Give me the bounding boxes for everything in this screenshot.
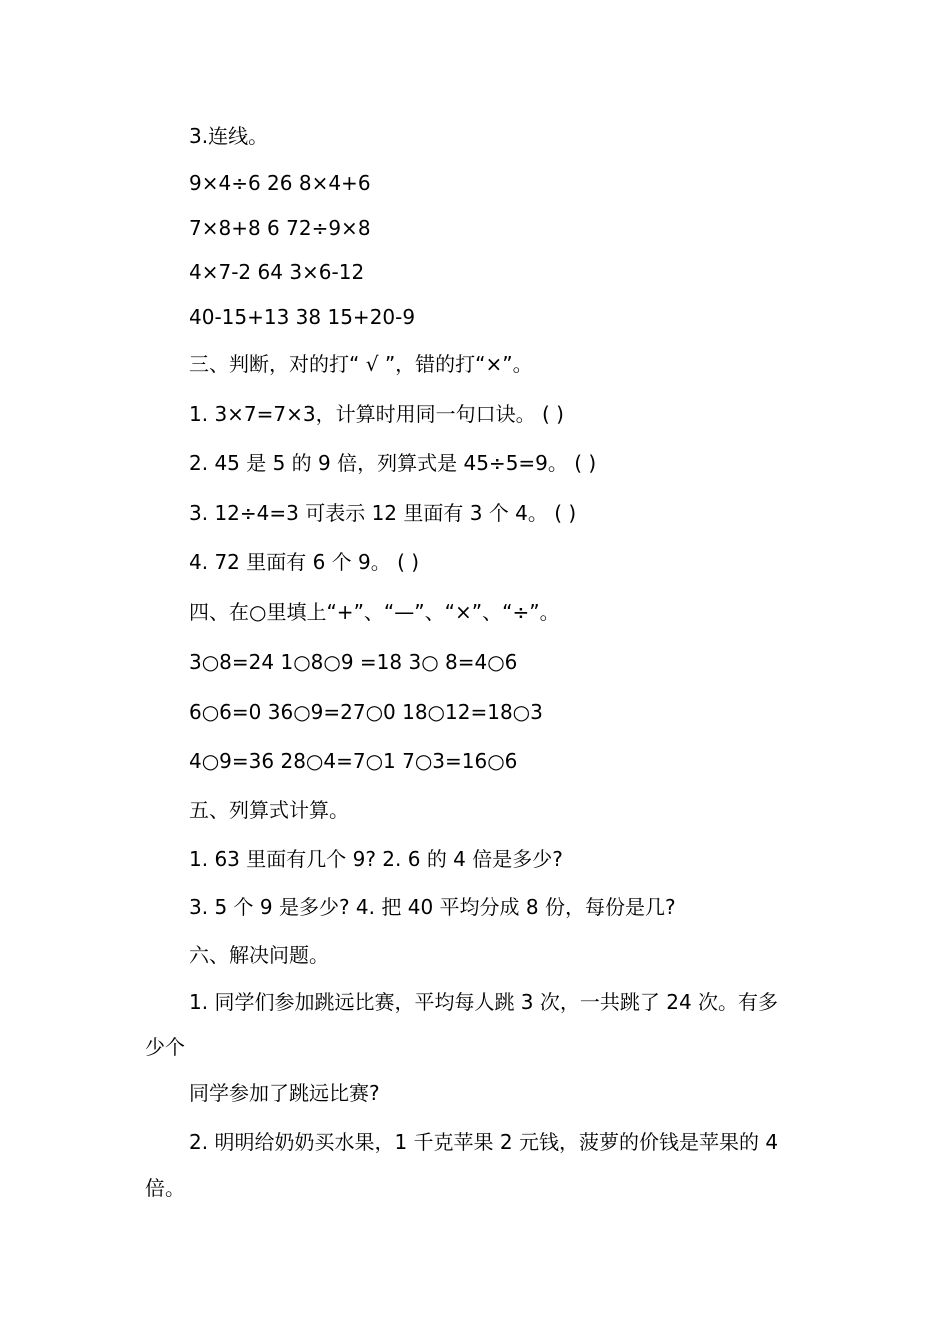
problem-2-line-1: 2. 明明给奶奶买水果，1 千克苹果 2 元钱，菠萝的价钱是苹果的 4 — [189, 1130, 779, 1154]
matching-row-4: 40-15+13 38 15+20-9 — [189, 305, 416, 329]
judge-item-3: 3. 12÷4=3 可表示 12 里面有 3 个 4。 ( ) — [189, 501, 577, 525]
matching-row-3: 4×7-2 64 3×6-12 — [189, 260, 365, 284]
fill-row-3: 4○9=36 28○4=7○1 7○3=16○6 — [189, 749, 518, 773]
fill-row-1: 3○8=24 1○8○9 =18 3○ 8=4○6 — [189, 650, 518, 674]
matching-row-1: 9×4÷6 26 8×4+6 — [189, 171, 371, 195]
section-3-heading: 3.连线。 — [189, 124, 269, 148]
section-problem-heading: 六、解决问题。 — [189, 943, 329, 967]
judge-item-4: 4. 72 里面有 6 个 9。 ( ) — [189, 550, 420, 574]
section-judge-heading: 三、判断，对的打“ √ ”，错的打“×”。 — [189, 352, 533, 376]
section-calc-heading: 五、列算式计算。 — [189, 798, 349, 822]
section-fill-heading: 四、在○里填上“+”、“—”、“×”、“÷”。 — [189, 600, 560, 624]
calc-row-2: 3. 5 个 9 是多少? 4. 把 40 平均分成 8 份，每份是几? — [189, 895, 676, 919]
problem-2-line-2: 倍。 — [145, 1176, 185, 1200]
judge-item-1: 1. 3×7=7×3，计算时用同一句口诀。 ( ) — [189, 402, 564, 426]
matching-row-2: 7×8+8 6 72÷9×8 — [189, 216, 371, 240]
judge-item-2: 2. 45 是 5 的 9 倍，列算式是 45÷5=9。 ( ) — [189, 451, 597, 475]
problem-1-line-3: 同学参加了跳远比赛? — [189, 1081, 380, 1105]
calc-row-1: 1. 63 里面有几个 9? 2. 6 的 4 倍是多少? — [189, 847, 563, 871]
problem-1-line-1: 1. 同学们参加跳远比赛，平均每人跳 3 次，一共跳了 24 次。有多 — [189, 990, 779, 1014]
fill-row-2: 6○6=0 36○9=27○0 18○12=18○3 — [189, 700, 543, 724]
problem-1-line-2: 少个 — [145, 1035, 185, 1059]
